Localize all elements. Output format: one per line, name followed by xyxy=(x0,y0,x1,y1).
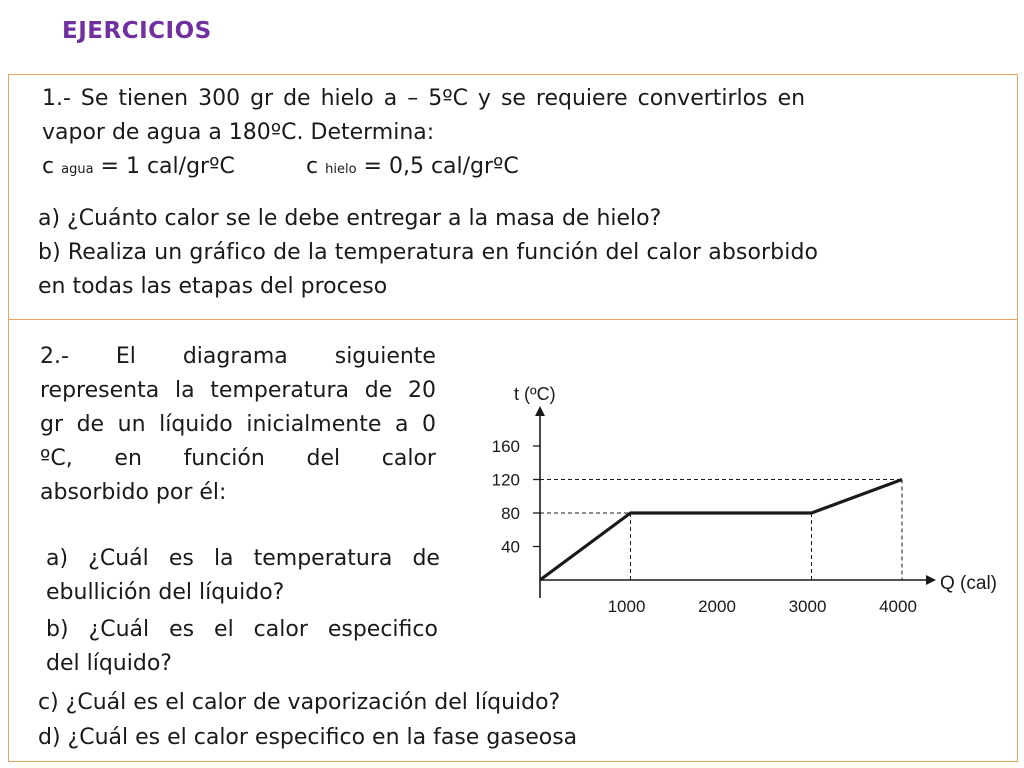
word: de xyxy=(364,378,393,403)
word: líquido xyxy=(159,412,233,437)
word: el xyxy=(214,617,234,642)
word: la xyxy=(213,546,234,571)
word: del xyxy=(306,446,341,471)
ex2-question-d: d) ¿Cuál es el calor especifico en la fase gaseosa xyxy=(38,725,578,750)
c-hielo-value: = 0,5 cal/grºC xyxy=(363,154,519,179)
y-tick-label: 40 xyxy=(501,537,520,557)
word: calor xyxy=(381,446,436,471)
ex2-intro-last-line: absorbido por él: xyxy=(40,480,227,505)
word: un xyxy=(117,412,146,437)
word: El xyxy=(115,344,136,369)
word: inicialmente xyxy=(246,412,382,437)
word: siguiente xyxy=(334,344,436,369)
word: ¿Cuál xyxy=(88,617,150,642)
ex1-c-hielo xyxy=(306,150,519,187)
word: en xyxy=(114,446,142,471)
ex1-c-agua xyxy=(42,150,235,187)
justified-line xyxy=(40,374,436,408)
c-symbol: c xyxy=(306,154,319,179)
x-tick-label: 2000 xyxy=(698,597,736,616)
ex2-intro xyxy=(40,340,436,476)
word: temperatura xyxy=(210,378,349,403)
y-tick-label: 120 xyxy=(491,470,520,490)
ex1-question-b-line-1: b) Realiza un gráfico de la temperatura en función del calor absorbido xyxy=(38,240,819,265)
word: 0 xyxy=(421,412,436,437)
justified-line xyxy=(40,442,436,476)
ex1-statement-line-2: vapor de agua a 180ºC. Determina: xyxy=(42,120,435,145)
word: diagrama xyxy=(182,344,288,369)
word: calor xyxy=(253,617,308,642)
word: 20 xyxy=(407,378,436,403)
c-agua-subscript: agua xyxy=(61,162,94,177)
word: es xyxy=(168,546,194,571)
x-tick-label: 3000 xyxy=(788,597,827,616)
c-symbol: c xyxy=(42,154,55,179)
ex2-question-a xyxy=(46,542,440,576)
justified-line xyxy=(46,613,438,647)
ex1-statement-line-1: 1.- Se tienen 300 gr de hielo a – 5ºC y se requiere convertirlos en xyxy=(42,86,806,111)
word: ¿Cuál xyxy=(88,546,149,571)
word: a) xyxy=(46,546,69,571)
ex2-question-b-last-line: del líquido? xyxy=(46,651,172,676)
ex1-question-a: a) ¿Cuánto calor se le debe entregar a la masa de hielo? xyxy=(38,206,662,231)
ex1-question-b-line-2: en todas las etapas del proceso xyxy=(38,274,388,299)
word: b) xyxy=(46,617,69,642)
word: de xyxy=(76,412,105,437)
word: representa xyxy=(40,378,160,403)
word: a xyxy=(394,412,409,437)
justified-line xyxy=(46,542,440,576)
word: función xyxy=(183,446,265,471)
y-tick-label: 80 xyxy=(501,504,520,523)
word: gr xyxy=(40,412,64,437)
word: ºC, xyxy=(40,446,73,471)
word: de xyxy=(412,546,440,571)
x-tick-label: 4000 xyxy=(879,597,917,616)
justified-line xyxy=(40,408,436,442)
y-tick-label: 160 xyxy=(491,437,520,456)
ex2-question-b xyxy=(46,613,438,647)
word: temperatura xyxy=(253,546,393,571)
page-title: EJERCICIOS xyxy=(62,18,212,44)
c-agua-value: = 1 cal/grºC xyxy=(100,154,235,179)
ex2-question-c: c) ¿Cuál es el calor de vaporización del líquido? xyxy=(38,690,561,715)
word: es xyxy=(169,617,195,642)
x-axis-label: Q (cal) xyxy=(940,573,997,594)
c-hielo-subscript: hielo xyxy=(325,162,357,177)
ex2-question-a-last-line: ebullición del líquido? xyxy=(46,580,285,605)
word: especifico xyxy=(327,617,438,642)
word: la xyxy=(174,378,195,403)
x-tick-label: 1000 xyxy=(607,597,646,616)
y-axis-label: t (ºC) xyxy=(514,384,556,404)
justified-line xyxy=(40,340,436,374)
word: 2.- xyxy=(40,344,69,369)
